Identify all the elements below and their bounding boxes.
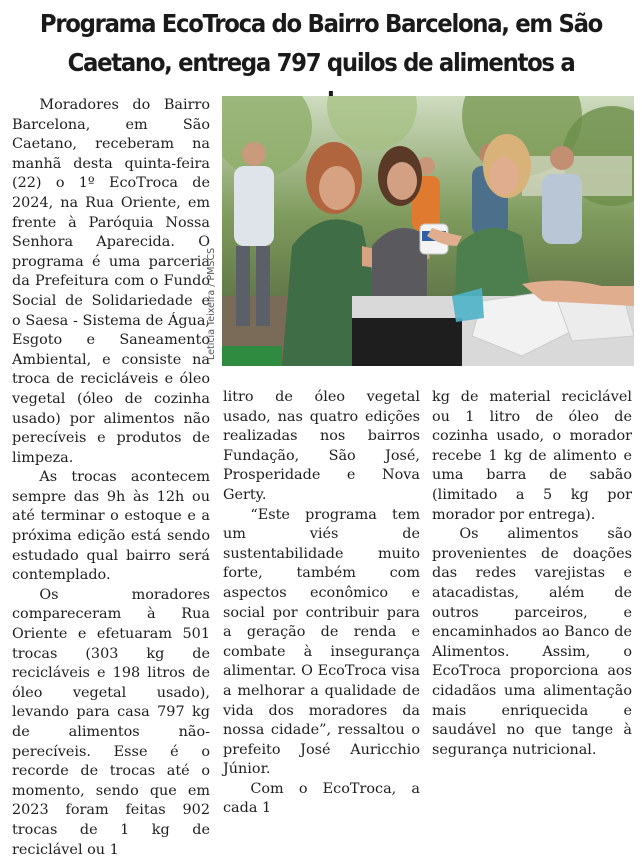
- paragraph: litro de óleo vegetal usado, nas quatro edições realizadas nos bairros Fundação, São José, Prosperidade e Nova Gerty.: [223, 389, 420, 503]
- paragraph: “Este programa tem um viés de sustentabilidade muito forte, também com aspectos econômico e social por contribuir para a geração de renda e combate à insegurança alimentar. O EcoTroca visa a melhorar a qualidade de vida dos moradores da nossa cidade”, ressaltou o prefeito José Auricchio Júnior.: [223, 506, 420, 778]
- photo-credit: [206, 210, 220, 360]
- headline: Programa EcoTroca do Bairro Barcelona, em São Caetano, entrega 797 quilos de alimentos a: [39, 9, 603, 77]
- paragraph: kg de material reciclável ou 1 litro de óleo de cozinha usado, o morador recebe 1 kg de alimento e uma barra de sabão (limitado a 5 kg por morador por entrega).: [432, 389, 632, 523]
- article-column-1: [12, 96, 210, 860]
- paragraph: Os alimentos são provenientes de doações das redes varejistas e atacadistas, além de outros parceiros, e encaminhados ao Banco de Alimentos. Assim, o EcoTroca proporciona aos cidadãos uma alimentação mais enriquecida e saudável no que tange à segurança nutricional.: [432, 526, 632, 758]
- paragraph: As trocas acontecem sempre das 9h às 12h ou até terminar o estoque e a próxima edição está sendo estudado qual bairro será contemplado.: [12, 469, 210, 584]
- article-column-3: [432, 388, 632, 760]
- article-column-2: [223, 388, 420, 819]
- photo-credit-text: Letícia Teixeira / PMSCS: [206, 247, 217, 360]
- news-photo: [222, 96, 634, 366]
- paragraph: Com o EcoTroca, a cada 1: [223, 780, 420, 817]
- paragraph: Moradores do Bairro Barcelona, em São Caetano, receberam na manhã desta quinta-feira (22) o 1º EcoTroca de 2024, na Rua Oriente, em frente à Paróquia Nossa Senhora Aparecida. O programa é uma parceria da Prefeitura com o Fundo Social de Solidariedade e o Saesa - Sistema de Água, Esgoto e Saneamento Ambiental, e consiste na troca de recicláveis e óleo vegetal (óleo de cozinha usado) por alimentos não perecíveis e produtos de limpeza.: [12, 97, 210, 466]
- photo-illustration: [222, 96, 634, 366]
- paragraph: Os moradores compareceram à Rua Oriente e efetuaram 501 trocas (303 kg de recicláveis e 198 litros de óleo vegetal usado), levando para casa 797 kg de alimentos não-perecíveis. Esse é o recorde de trocas até o momento, sendo que em 2023 foram feitas 902 trocas de 1 kg de reciclável ou 1: [12, 586, 210, 858]
